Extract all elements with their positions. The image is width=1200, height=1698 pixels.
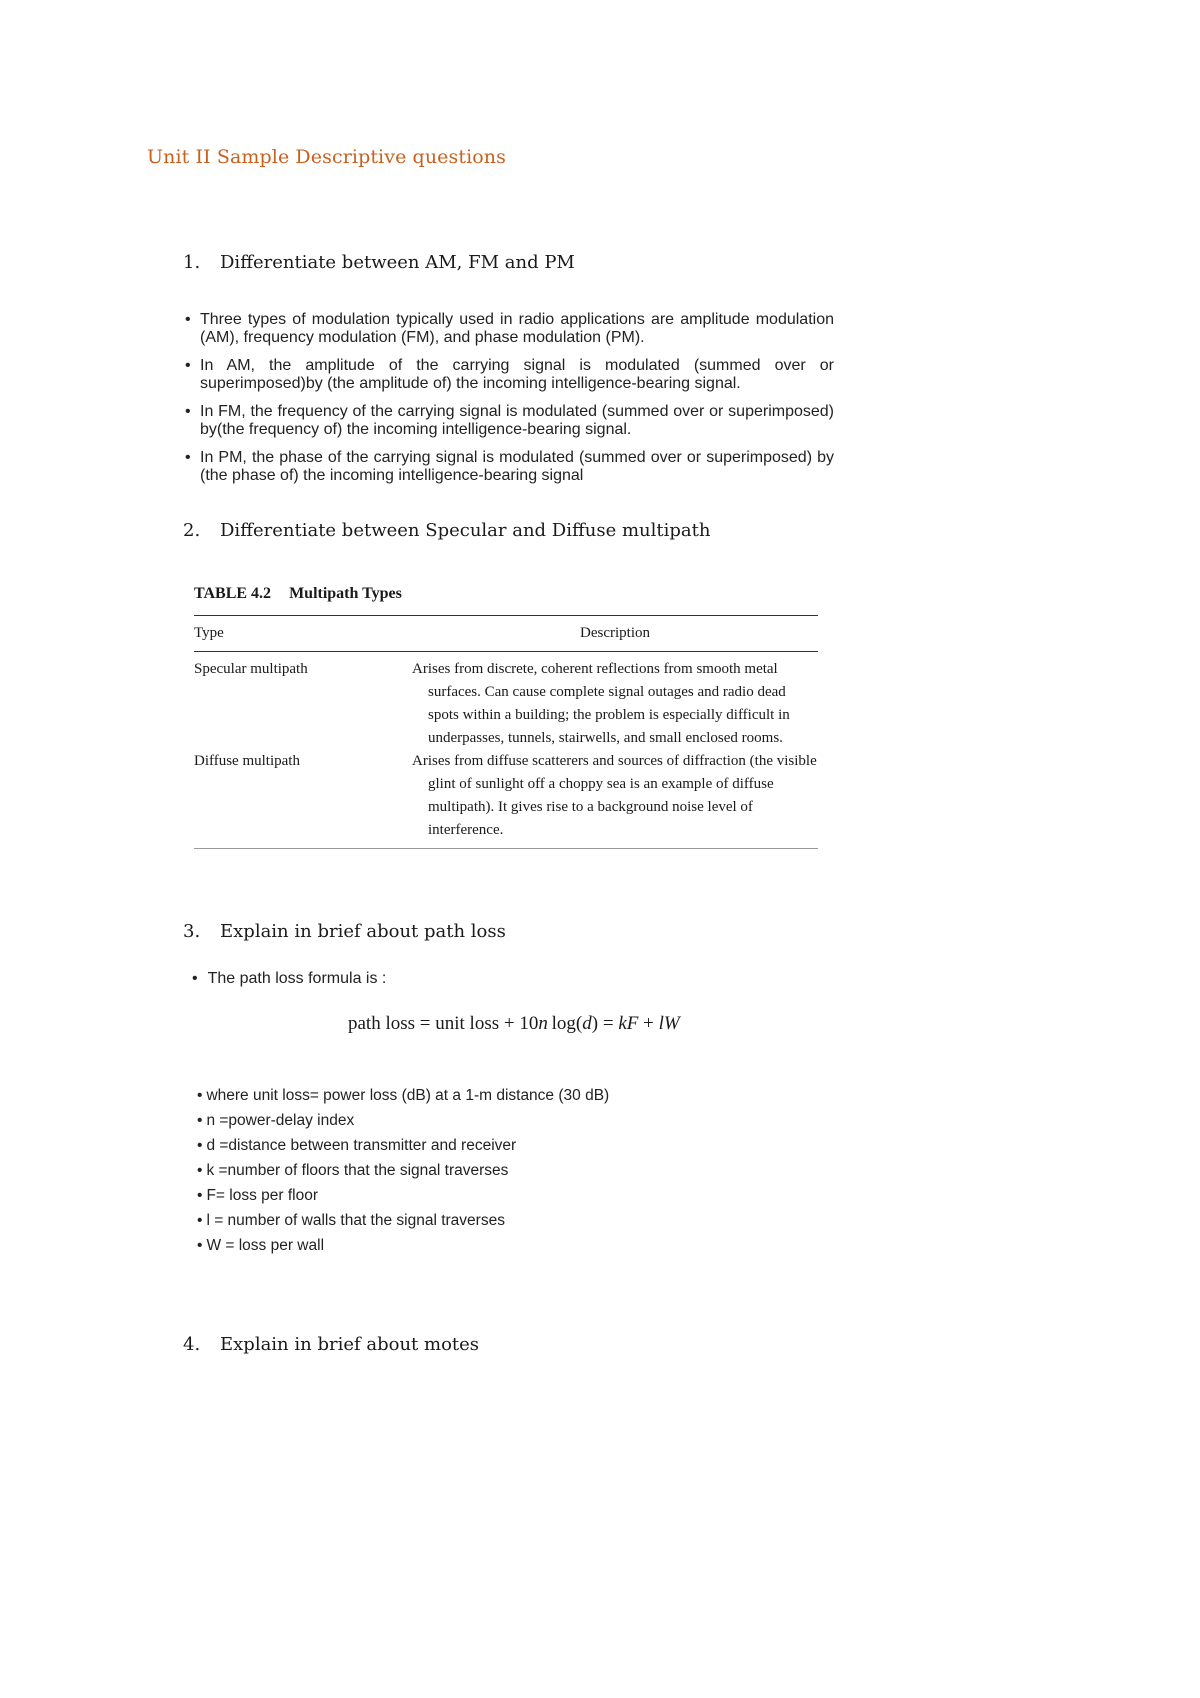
question-number: 2. [183,520,201,541]
table-cell-description: Arises from discrete, coherent reflections from smooth metal surfaces. Can cause complete signal outages and radio dead spots within a building; the problem is especially difficult in underpasses, tunnels, stairwells, and small enclosed rooms. [412,661,790,746]
formula-plus: + [643,1013,654,1034]
list-item: • F= loss per floor [197,1183,609,1208]
list-item: • In PM, the phase of the carrying signal is modulated (summed over or superimposed) by (the phase of) the incoming intelligence-bearing signal [184,449,834,485]
list-item: • In AM, the amplitude of the carrying signal is modulated (summed over or superimposed)by (the amplitude of) the incoming intelligence-bearing signal. [184,357,834,393]
table-row [194,652,818,751]
list-item: • W = loss per wall [197,1233,609,1258]
table-caption-number: TABLE 4.2 [194,585,272,602]
list-item: • n =power-delay index [197,1108,609,1133]
formula-equals: = [602,1013,614,1034]
column-header-type: Type [194,616,412,652]
formula-equals: = [419,1013,431,1034]
list-item: • l = number of walls that the signal traverses [197,1208,609,1233]
modulation-bullet-list [184,311,834,495]
table-cell-type: Diffuse multipath [194,750,412,849]
path-loss-formula [348,1013,680,1035]
formula-log: log( [551,1013,583,1034]
path-loss-intro-text: The path loss formula is : [207,970,387,987]
table-caption-title: Multipath Types [289,585,402,602]
formula-unit-loss: unit loss [435,1013,500,1034]
formula-plus: + [503,1013,515,1034]
list-item: • where unit loss= power loss (dB) at a 1-m distance (30 dB) [197,1083,609,1108]
table-cell-type: Specular multipath [194,661,308,677]
table-cell-description: Arises from diffuse scatterers and sources of diffraction (the visible glint of sunlight off a choppy sea is an example of diffuse multipath). It gives rise to a background noise level of interference. [412,750,818,849]
table-row [194,750,818,849]
formula-coefficient: 10 [519,1013,539,1034]
column-header-description: Description [412,616,818,652]
formula-n: n [538,1013,548,1034]
question-text: Differentiate between Specular and Diffuse multipath [220,520,711,541]
multipath-table [194,615,818,849]
formula-lhs: path loss [348,1013,416,1034]
formula-k: k [618,1013,627,1034]
table-header-row [194,616,818,652]
formula-d: d [582,1013,592,1034]
question-2 [183,520,710,541]
question-text: Explain in brief about path loss [220,921,506,942]
bullet-icon: • [192,970,198,987]
question-4 [183,1334,479,1355]
question-number: 1. [183,252,201,273]
path-loss-intro [192,970,386,988]
question-text: Explain in brief about motes [220,1334,480,1355]
multipath-table-figure [194,585,818,849]
question-1 [183,252,575,273]
formula-l: l [658,1013,664,1034]
question-number: 4. [183,1334,201,1355]
formula-F: F [626,1013,639,1034]
formula-W: W [663,1013,680,1034]
table-caption [194,585,818,603]
list-item: • Three types of modulation typically used in radio applications are amplitude modulation (AM), frequency modulation (FM), and phase modulation (PM). [184,311,834,347]
list-item: • k =number of floors that the signal traverses [197,1158,609,1183]
question-3 [183,921,506,942]
formula-close-paren: ) [591,1013,599,1034]
list-item: • In FM, the frequency of the carrying signal is modulated (summed over or superimposed) by(the frequency of) the incoming intelligence-bearing signal. [184,403,834,439]
question-number: 3. [183,921,201,942]
list-item: • d =distance between transmitter and receiver [197,1133,609,1158]
path-loss-variable-list [197,1083,609,1258]
question-text: Differentiate between AM, FM and PM [220,252,575,273]
document-title: Unit II Sample Descriptive questions [147,146,506,168]
